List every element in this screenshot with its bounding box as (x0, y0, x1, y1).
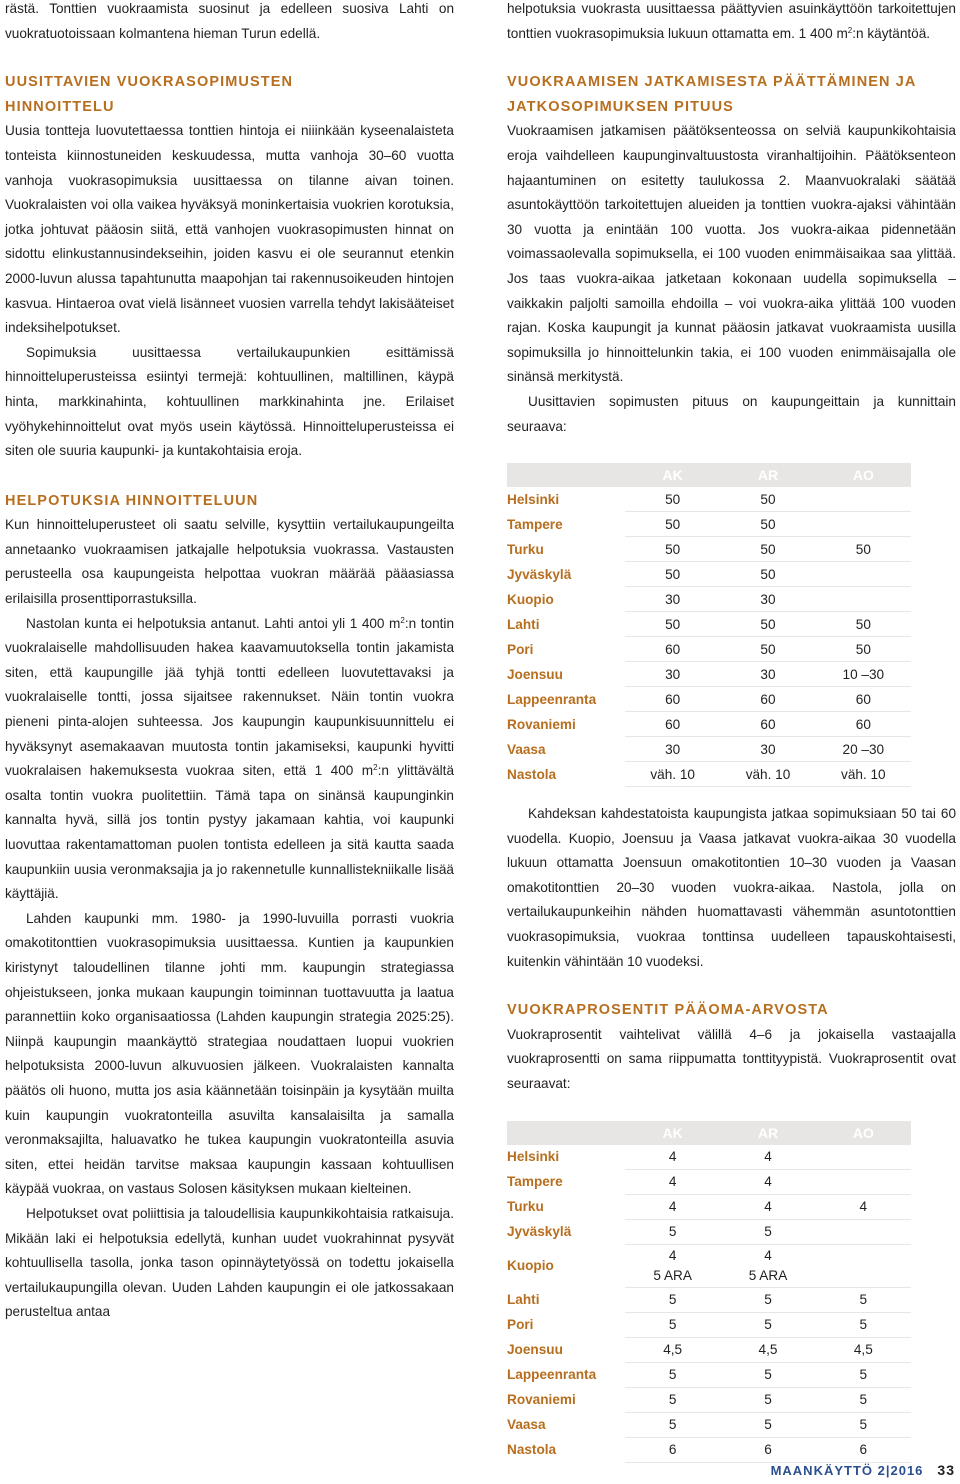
value-cell: 60 (625, 687, 720, 712)
table-row (507, 1287, 911, 1312)
value-cell (816, 1145, 911, 1170)
value-cell: 50 (625, 612, 720, 637)
city-name-cell: Lahti (507, 1287, 625, 1312)
table-row (507, 1387, 911, 1412)
value-cell: 60 (625, 637, 720, 662)
table-header-cell: AR (720, 1121, 815, 1145)
value-cell: 5 (816, 1312, 911, 1337)
value-cell: 4,5 (816, 1337, 911, 1362)
value-cell: 60 (720, 712, 815, 737)
table-header-cell (507, 463, 625, 487)
value-cell: väh. 10 (816, 762, 911, 787)
table-row (507, 1169, 911, 1194)
value-cell: 5 (625, 1312, 720, 1337)
value-cell: 4,5 (625, 1337, 720, 1362)
value-cell: 4 5 ARA (625, 1244, 720, 1287)
page-footer (771, 1460, 955, 1480)
value-cell: 50 (720, 562, 815, 587)
city-name-cell: Joensuu (507, 1337, 625, 1362)
value-cell (816, 1169, 911, 1194)
left-column (5, 0, 454, 1325)
value-cell: 30 (625, 587, 720, 612)
table-row (507, 612, 911, 637)
value-cell: 5 (625, 1362, 720, 1387)
value-cell: 50 (625, 537, 720, 562)
value-cell: 6 (816, 1437, 911, 1462)
value-cell (816, 587, 911, 612)
value-cell: 30 (625, 737, 720, 762)
value-cell: 60 (816, 712, 911, 737)
table-row (507, 1145, 911, 1170)
value-cell: 50 (720, 637, 815, 662)
city-name-cell: Pori (507, 637, 625, 662)
table-row (507, 587, 911, 612)
value-cell (816, 487, 911, 512)
city-name-cell: Jyväskylä (507, 1219, 625, 1244)
value-cell: 50 (816, 537, 911, 562)
table-header-cell: AO (816, 463, 911, 487)
city-name-cell: Tampere (507, 512, 625, 537)
paragraph-lahti-relief: Nastolan kunta ei helpotuksia antanut. Lahti antoi yli 1 400 $m^2:n$ tontin vuokralaiselle mahdollisuuden hakea kaavamuutoksella tontin jakamista siten, että kaupungille jää tyhjä tontti edelleen luovutettavaksi ja vuokralaiselle tontti, jossa sijaitsee rakennukset. Näin tontin vuokra pieneni pinta-alojen suhteessa. Jos kaupungin kaupunkisuunnittelu ei hyväksynyt asemakaavan muutosta tontin jakamiseksi, kaupunki hyvitti vuokralaisen hakemuksesta vuokraa siten, että 1 400 $m^2:n$ ylittävältä osalta tontin vuokra puolitettiin. Tämä tapa on sinänsä kaupunginkin kannalta hyvä, sillä jos tontin pystyy jakamaan kahtia, voi kaupunki luovuttaa rakentamattoman puolen tontista edelleen ja sitä kautta saada kaupunkiin uusia veronmaksajia ja jo rakennetulle kunnallistekniikalle lisää käyttäjiä. (5, 615, 454, 902)
value-cell (816, 1244, 911, 1287)
city-name-cell: Lahti (507, 612, 625, 637)
value-cell: 5 (816, 1362, 911, 1387)
value-cell: 50 (625, 562, 720, 587)
heading-rent-percentages: VUOKRAPROSENTIT PÄÄOMA-ARVOSTA (507, 1002, 829, 1019)
value-cell (816, 562, 911, 587)
value-cell (816, 512, 911, 537)
table-header-cell: AR (720, 463, 815, 487)
table-row (507, 562, 911, 587)
value-cell: 4 (625, 1145, 720, 1170)
table-header-cell: AK (625, 1121, 720, 1145)
table-header-cell (507, 1121, 625, 1145)
value-cell: 50 (720, 512, 815, 537)
value-cell: 60 (625, 712, 720, 737)
table-row (507, 762, 911, 787)
table-row (507, 637, 911, 662)
city-name-cell: Kuopio (507, 587, 625, 612)
value-cell: 5 (816, 1287, 911, 1312)
value-cell: 20 –30 (816, 737, 911, 762)
paragraph-lengths-intro: Uusittavien sopimusten pituus on kaupungeittain ja kunnittain seuraava: (507, 393, 956, 434)
value-cell: 5 (720, 1219, 815, 1244)
table-row (507, 1437, 911, 1462)
value-cell: 60 (720, 687, 815, 712)
value-cell: 5 (720, 1287, 815, 1312)
paragraph-rent-percentages: Vuokraprosentit vaihtelivat välillä 4–6 ja jokaisella vastaajalla vuokraprosentti on sama riippumatta tonttityypistä. Vuokraprosentit ovat seuraavat: (507, 1026, 956, 1092)
table-row (507, 737, 911, 762)
city-name-cell: Vaasa (507, 737, 625, 762)
lease-length-table (507, 463, 911, 787)
table-row (507, 512, 911, 537)
city-name-cell: Pori (507, 1312, 625, 1337)
value-cell: 5 (816, 1412, 911, 1437)
value-cell: 30 (625, 662, 720, 687)
paragraph-pricing-terms: Sopimuksia uusittaessa vertailukaupunkien esittämissä hinnoitteluperusteissa esiintyi termejä: kohtuullinen, maltillinen, käypä hinta, markkinahinta, kohtuullinen markkinahinta jne. Erilaiset vyöhykehinnoittelut ovat myös usein käytössä. Hinnoitteluperusteissa ei siten ole suuria kaupunki- ja kuntakohtaisia eroja. (5, 344, 454, 459)
city-name-cell: Helsinki (507, 487, 625, 512)
value-cell: 50 (816, 637, 911, 662)
table-row (507, 1412, 911, 1437)
table-row (507, 487, 911, 512)
rent-percentage-table-body (507, 1145, 911, 1463)
table-header-row (507, 463, 911, 487)
table-row (507, 1337, 911, 1362)
table-header-cell: AO (816, 1121, 911, 1145)
city-name-cell: Vaasa (507, 1412, 625, 1437)
rent-percentage-table (507, 1121, 911, 1463)
value-cell: 30 (720, 662, 815, 687)
city-name-cell: Lappeenranta (507, 1362, 625, 1387)
city-name-cell: Helsinki (507, 1145, 625, 1170)
value-cell: 5 (625, 1387, 720, 1412)
table-row (507, 1312, 911, 1337)
table-row (507, 712, 911, 737)
value-cell: 5 (720, 1387, 815, 1412)
value-cell: 6 (720, 1437, 815, 1462)
table-row (507, 662, 911, 687)
heading-pricing-relief: HELPOTUKSIA HINNOITTELUUN (5, 492, 259, 509)
value-cell: väh. 10 (720, 762, 815, 787)
table-row (507, 687, 911, 712)
value-cell: 30 (720, 737, 815, 762)
value-cell: 50 (816, 612, 911, 637)
table-row (507, 1362, 911, 1387)
value-cell: 5 (720, 1312, 815, 1337)
heading-renewal-pricing: UUSITTAVIEN VUOKRASOPIMUSTEN HINNOITTELU (5, 74, 294, 115)
value-cell: 4 (720, 1194, 815, 1219)
paragraph-lengths-summary: Kahdeksan kahdestatoista kaupungista jatkaa sopimuksiaan 50 tai 60 vuodella. Kuopio, Joensuu ja Vaasa jatkavat vuokra-aikaa 30 vuodella lukuun ottamatta Joensuun omakotitontien 10–30 vuoden ja Vaasan omakotitonttien 20–30 vuoden vuokra-aikaa. Nastola, jolla on vertailukaupunkeihin nähden huomattavasti vähemmän asuntotonttien vuokrasopimuksia, vuokraa tonttinsa uudelleen tapauskohtaisesti, kuitenkin vähintään 10 vuodeksi. (507, 806, 956, 969)
city-name-cell: Kuopio (507, 1244, 625, 1287)
table-row (507, 1219, 911, 1244)
city-name-cell: Joensuu (507, 662, 625, 687)
value-cell: 4,5 (720, 1337, 815, 1362)
city-name-cell: Jyväskylä (507, 562, 625, 587)
value-cell: 50 (625, 487, 720, 512)
value-cell (816, 1219, 911, 1244)
city-name-cell: Rovaniemi (507, 712, 625, 737)
value-cell: 4 (720, 1169, 815, 1194)
table-row (507, 537, 911, 562)
table-row (507, 1244, 911, 1287)
city-name-cell: Rovaniemi (507, 1387, 625, 1412)
paragraph-relief-continuation: helpotuksia vuokrasta uusittaessa päättyvien asuinkäyttöön tarkoitettujen tonttien vuokrasopimuksia lukuun ottamatta em. 1 400 $m^2:n$ käytäntöä. (507, 1, 956, 41)
magazine-issue: MAANKÄYTTÖ 2|2016 (770, 1462, 924, 1478)
value-cell: 4 (720, 1145, 815, 1170)
value-cell: 5 (720, 1362, 815, 1387)
city-name-cell: Nastola (507, 1437, 625, 1462)
table-header-row (507, 1121, 911, 1145)
value-cell: 4 (625, 1169, 720, 1194)
paragraph-renewal-pricing: Uusia tontteja luovutettaessa tonttien hintoja ei niiinkään kyseenalaisteta tonteista kiinnostuneiden keskuudessa, mutta vanhoja 30–60 vuotta vanhoja vuokrasopimuksia uusittaessa on tilanne aivan toinen. Vuokralaisten voi olla vaikea hyväksyä moninkertaisia vuokrien korotuksia, jotka johtuvat pääosin siitä, että vanhojen vuokrasopimusten hinnat on sidottu elinkustannusindekseihin, joiden kasvu ei ole seurannut etenkin 2000-luvun alussa tapahtunutta maapohjan tai rakennusoikeuden hintojen kasvua. Hintaeroa ovat vielä lisänneet vuosien varrella tehdyt lakisääteiset indeksihelpotukset. (5, 123, 454, 336)
value-cell: 5 (625, 1412, 720, 1437)
value-cell: 6 (625, 1437, 720, 1462)
paragraph-decision-making: Vuokraamisen jatkamisen päätöksenteossa on selviä kaupunkikohtaisia eroja vaihdelleen kaupunginvaltuustosta viranhaltijoihin. Päätöksenteon hajaantuminen on esitetty taulukossa 2. Maanvuokralaki säätää asuntokäyttöön tarkoitettujen alueiden ja tonttien vuokra-ajaksi vähintään 30 vuotta ja enintään 100 vuotta. Jos vuokra-aikaa pidennetään voimassaolevalla sopimuksella, ei 100 vuoden enimmäisaikaa saa ylittää. Jos taas vuokra-aikaa jatketaan kokonaan uudella sopimuksella – vaikkakin paljolti samoilla ehdoilla – voi vuokra-aika ylittää 100 vuoden rajan. Koska kaupungit ja kunnat pääosin jatkavat vuokraamista uusilla sopimuksilla jo hinnoittelunkin takia, ei 100 vuoden enimmäisajalla ole sinänsä merkitystä. (507, 123, 956, 385)
city-name-cell: Lappeenranta (507, 687, 625, 712)
lease-length-table-body (507, 487, 911, 787)
paragraph-political-decisions: Helpotukset ovat poliittisia ja taloudellisia kaupunkikohtaisia ratkaisuja. Mikään laki ei helpotuksia edellytä, kunhan uudet vuokrahinnat pysyvät kohtuullisella tasolla, jonka tason opinnäytetyössä on todettu jokaisella vertailukaupungilla olevan. Uuden Lahden kaupungin ei ole jatkossakaan perusteltua antaa (5, 1205, 454, 1320)
value-cell: 50 (720, 487, 815, 512)
value-cell: 50 (720, 612, 815, 637)
heading-lease-continuation: VUOKRAAMISEN JATKAMISESTA PÄÄTTÄMINEN JA JATKOSOPIMUKSEN PITUUS (507, 74, 916, 115)
paragraph-intro-continuation: rästä. Tonttien vuokraamista suosinut ja edelleen suosiva Lahti on vuokratuotoissaan kolmantena hieman Turun edellä. (5, 1, 454, 41)
city-name-cell: Turku (507, 1194, 625, 1219)
right-column (507, 0, 956, 1463)
page-number: 33 (937, 1462, 955, 1478)
value-cell: 60 (816, 687, 911, 712)
value-cell: väh. 10 (625, 762, 720, 787)
city-name-cell: Nastola (507, 762, 625, 787)
table-row (507, 1194, 911, 1219)
value-cell: 4 5 ARA (720, 1244, 815, 1287)
value-cell: 5 (625, 1287, 720, 1312)
value-cell: 30 (720, 587, 815, 612)
paragraph-relief-survey: Kun hinnoitteluperusteet oli saatu selville, kysyttiin vertailukaupungeilta annetaanko vuokraamisen jatkajalle helpotuksia vuokrassa. Vastausten perusteella osa kaupungeista helpottaa vuokran määrää pääasiassa erilaisilla prosenttiporrastuksilla. (5, 517, 454, 607)
paragraph-lahti-history: Lahden kaupunki mm. 1980- ja 1990-luvuilla porrasti vuokria omakotitonttien vuokrasopimuksia uusittaessa. Kuntien ja kaupunkien kiristynyt taloudellinen tilanne johti mm. kaupungin strategiassa ohjeistukseen, jonka mukaan kaupungin toiminnan tuottavuutta ja laatua parannettiin koko organisaatiossa (Lahden kaupungin strategia 2025:25). Niinpä kaupungin maankäyttö strategiaa noudattaen luopui vuokrien helpotuksista 2000-luvun alkuvuosien jälkeen. Vuokralaisten kannalta päätös oli huono, mutta jos asia käännetään toisinpäin ja kysytään muilta kuin kaupungin vuokratonteilla asuvilta kansalaisilta ja samalla veronmaksajilta, haluavatko he tukea kaupungin vuokratonteilla asuvia siten, ettei heidän tarvitse maksaa kaupungin kassaan kohtuullisen käypää vuokraa, on vastaus Solosen käsityksen mukaan kielteinen. (5, 910, 454, 1197)
table-header-cell: AK (625, 463, 720, 487)
value-cell: 5 (720, 1412, 815, 1437)
value-cell: 5 (625, 1219, 720, 1244)
value-cell: 4 (816, 1194, 911, 1219)
value-cell: 4 (625, 1194, 720, 1219)
value-cell: 50 (720, 537, 815, 562)
city-name-cell: Turku (507, 537, 625, 562)
value-cell: 10 –30 (816, 662, 911, 687)
value-cell: 50 (625, 512, 720, 537)
city-name-cell: Tampere (507, 1169, 625, 1194)
value-cell: 5 (816, 1387, 911, 1412)
